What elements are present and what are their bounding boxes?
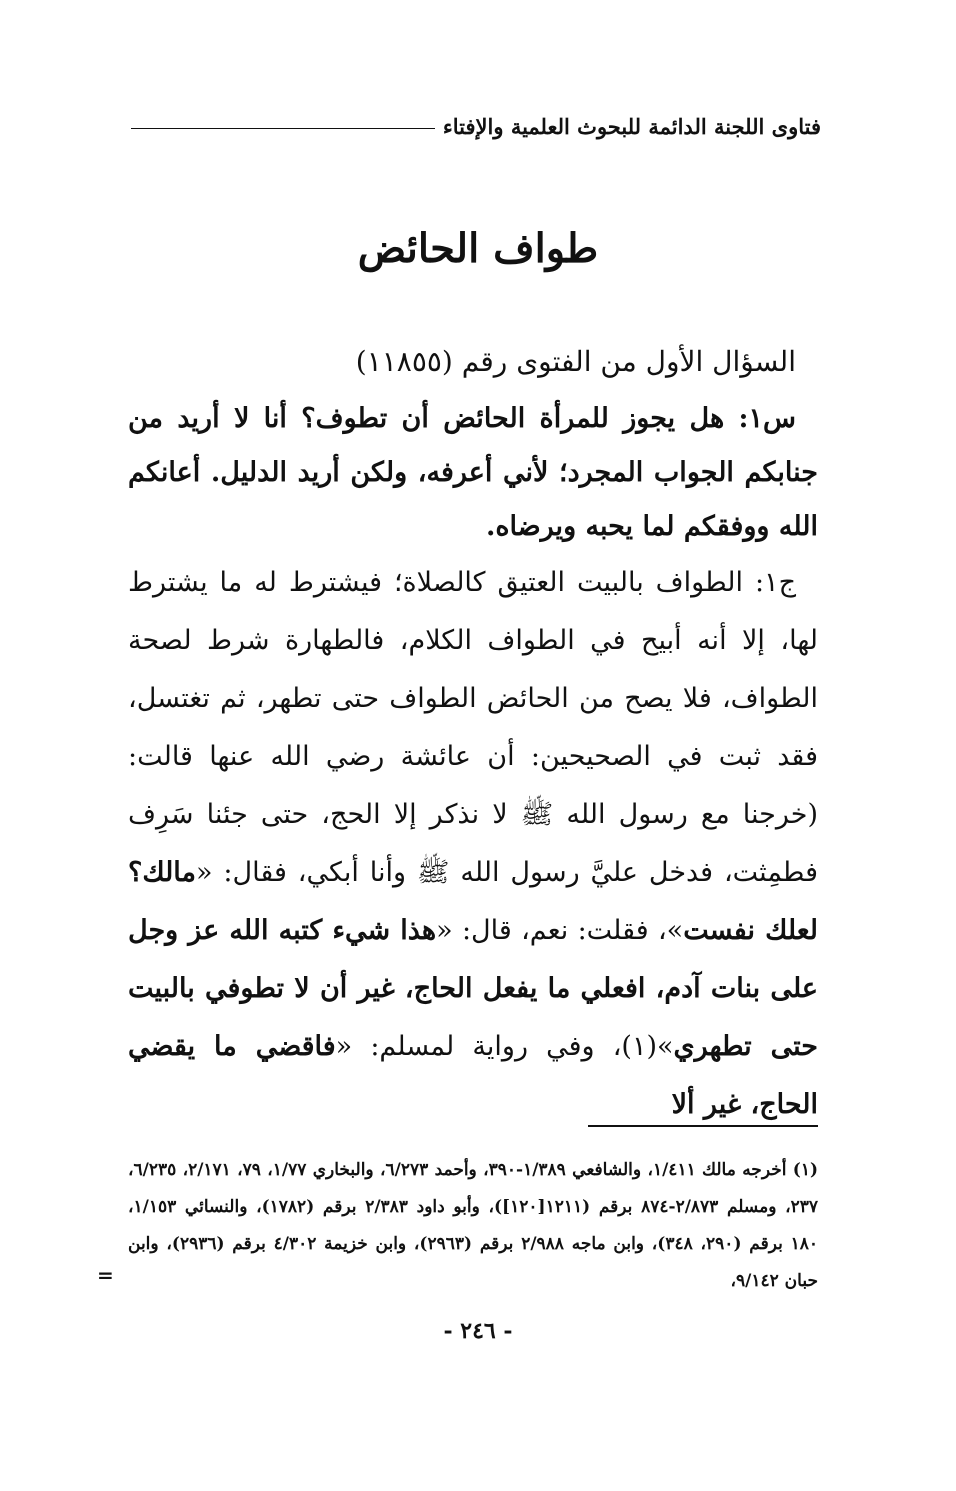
main-content	[128, 338, 818, 1134]
question-text: س١: هل يجوز للمرأة الحائض أن تطوف؟ أنا لا أريد من جنابكم الجواب المجرد؛ لأني أعرفه، ولكن أريد الدليل. أعانكم الله ووفقكم لما يحبه ويرضاه.	[128, 403, 818, 542]
hadith-quote-2: هذا شيء كتبه الله عز وجل على بنات آدم، افعلي ما يفعل الحاج، غير أن لا تطوفي بالبيت حتى تطهري	[128, 915, 818, 1062]
running-title: فتاوى اللجنة الدائمة للبحوث العلمية والإفتاء	[442, 113, 821, 139]
answer-part-3: »(١)، وفي رواية لمسلم: «	[335, 1031, 674, 1062]
answer-part-1: ج١: الطواف بالبيت العتيق كالصلاة؛ فيشترط له ما يشترط لها، إلا أنه أبيح في الطواف الكلام، فالطهارة شرط لصحة الطواف، فلا يصح من الحائض الطواف حتى تطهر، ثم تغتسل، فقد ثبت في الصحيحين: أن عائشة رضي الله عنها قالت: (خرجنا مع رسول الله ﷺ لا نذكر إلا الحج، حتى جئنا سَرِف فطمِثت، فدخل عليَّ رسول الله ﷺ وأنا أبكي، فقال: «	[128, 567, 818, 888]
fatwa-reference: السؤال الأول من الفتوى رقم (١١٨٥٥)	[355, 345, 796, 378]
answer-text	[128, 554, 818, 1134]
page-number: - ٢٤٦ -	[443, 1318, 513, 1344]
page-title: طواف الحائض	[357, 225, 599, 272]
hadith-quote-1: مالك؟ لعلك نفست	[128, 857, 819, 946]
running-header	[131, 108, 821, 144]
header-rule	[131, 128, 435, 129]
hadith-quote-3: فاقضي ما يقضي الحاج، غير ألا	[128, 1031, 818, 1120]
footnote-separator	[588, 1125, 818, 1127]
footnote: (١) أخرجه مالك ١/٤١١، والشافعي ١/٣٨٩-٣٩٠، وأحمد ٦/٢٧٣، والبخاري ١/٧٧، ٧٩، ٢/١٧١، ٦/٢٣٥، ٢٣٧، ومسلم ٢/٨٧٣-٨٧٤ برقم (١٢١١[١٢٠])، وأبو داود ٢/٣٨٣ برقم (١٧٨٢)، والنسائي ١/١٥٣، ١٨٠ برقم (٢٩٠، ٣٤٨)، وابن ماجه ٢/٩٨٨ برقم (٢٩٦٣)، وابن خزيمة ٤/٣٠٢ برقم (٢٩٣٦)، وابن حبان ٩/١٤٢،	[128, 1160, 819, 1291]
answer-part-2: »، فقلت: نعم، قال: «	[436, 915, 684, 946]
footnote-continues-mark: =	[97, 1263, 114, 1287]
